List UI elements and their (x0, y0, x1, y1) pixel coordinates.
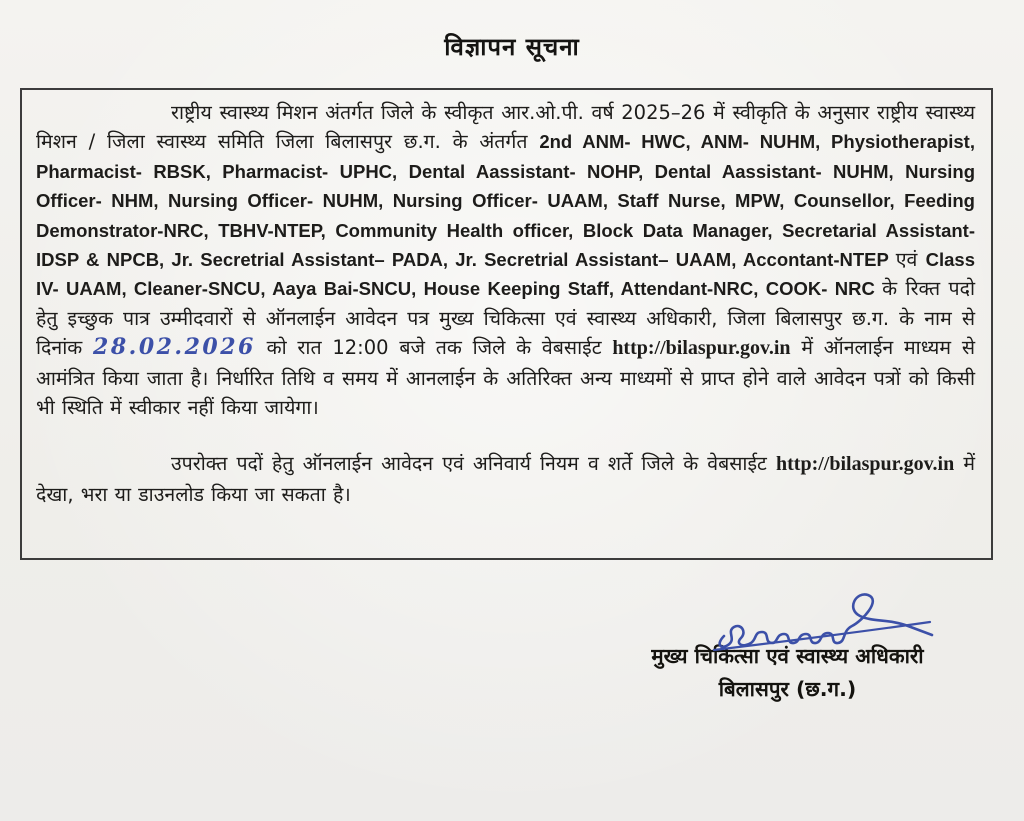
website-url: http://bilaspur.gov.in (776, 453, 955, 476)
notice-paragraph-1 (36, 98, 975, 422)
signatory-designation: मुख्य चिकित्सा एवं स्वास्थ्य अधिकारी (651, 644, 924, 668)
post-list-english-2: Class IV- UAAM, Cleaner-SNCU, Aaya Bai-SNCU, House Keeping Staff, Attendant-NRC, COOK- NRC (36, 249, 975, 300)
signature-block (590, 592, 985, 706)
application-instruction-hindi: के रिक्त पदो हेतु इच्छुक पात्र उम्मीदवारों से ऑनलाईन आवेदन पत्र मुख्य चिकित्सा एवं स्वास्थ्य अधिकारी, जिला बिलासपुर छ.ग. के नाम से दिनांक (36, 277, 976, 360)
conjunction-evam: एवं (895, 248, 926, 272)
intro-hindi-text: राष्ट्रीय स्वास्थ्य मिशन अंतर्गत जिले के स्वीकृत आर.ओ.पी. वर्ष 2025–26 में स्वीकृति के अनुसार राष्ट्रीय स्वास्थ्य मिशन / जिला स्वास्थ्य समिति जिला बिलासपुर छ.ग. के अंतर्गत (36, 101, 975, 154)
website-note-hindi-2: में देखा, भरा या डाउनलोड किया जा सकता है। (36, 452, 975, 506)
website-url: http://bilaspur.gov.in (612, 337, 791, 360)
notice-body-box (20, 88, 993, 560)
signature-scrawl (590, 592, 985, 654)
signature-ink-svg (710, 592, 940, 654)
notice-paragraph-2 (36, 449, 975, 509)
deadline-hindi: को रात 12:00 बजे तक जिले के वेबसाईट (255, 336, 613, 360)
signatory-place: बिलासपुर (छ.ग.) (718, 677, 857, 701)
handwritten-date: 28.02.2026 (93, 334, 256, 361)
closing-rule-hindi: में ऑनलाईन माध्यम से आमंत्रित किया जाता है। निर्धारित तिथि व समय में आनलाईन के अतिरिक्त अन्य माध्यमों से प्राप्त होने वाले आवेदन पत्रों को किसी भी स्थिति में स्वीकार नहीं किया जायेगा। (36, 336, 975, 420)
post-list-english-1: 2nd ANM- HWC, ANM- NUHM, Physiotherapist, Pharmacist- RBSK, Pharmacist- UPHC, Dental Aassistant- NOHP, Dental Aassistant- NUHM, Nursing Officer- NHM, Nursing Officer- NUHM, Nursing Officer- UAAM, Staff Nurse, MPW, Counsellor, Feeding Demonstrator-NRC, TBHV-NTEP, Community Health officer, Block Data Manager, Secretarial Assistant- IDSP & NPCB, Jr. Secretrial Assistant– PADA, Jr. Secretrial Assistant– UAAM, Accontant-NTEP (36, 131, 975, 271)
notice-title: विज्ञापन सूचना (444, 33, 580, 61)
website-note-hindi-1: उपरोक्त पदों हेतु ऑनलाईन आवेदन एवं अनिवार्य नियम व शर्ते जिले के वेबसाईट (171, 452, 776, 476)
